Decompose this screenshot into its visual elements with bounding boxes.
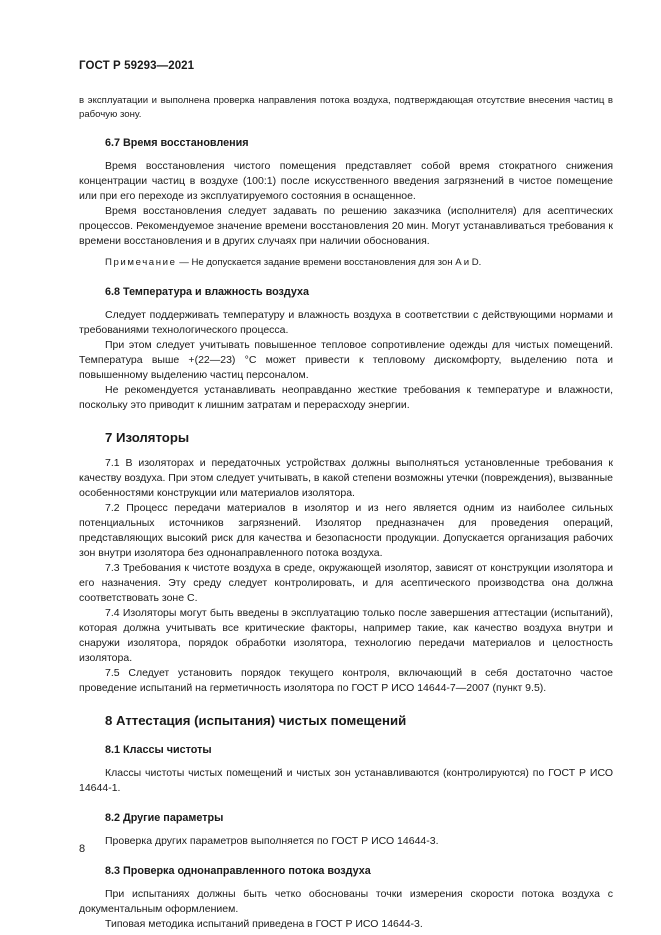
note-label: Примечание bbox=[105, 257, 177, 268]
section-6-7-paragraph: Время восстановления следует задавать по решению заказчика (исполнителя) для асептических процессов. Рекомендуемое значение времени восстановления 20 мин. Могут устанавливаться требования к времени восстановления и в других случаях при наличии обоснования. bbox=[79, 205, 613, 247]
section-6-8-heading: 6.8 Температура и влажность воздуха bbox=[105, 286, 310, 298]
document-id-header: ГОСТ Р 59293—2021 bbox=[79, 60, 195, 72]
document-body bbox=[79, 94, 613, 932]
section-7-paragraph: 7.4 Изоляторы могут быть введены в эксплуатацию только после завершения аттестации (испытаний), которая должна учитывать все критические факторы, например такие, как качество воздуха внутри и снаружи изолятора, порядок обработки изолятора, технологию передачи материалов и целостность изолятора. bbox=[79, 607, 613, 664]
section-6-8-paragraph: Следует поддерживать температуру и влажность воздуха в соответствии с действующими нормами и требованиями технологического процесса. bbox=[79, 309, 613, 336]
section-8-3-paragraph: Типовая методика испытаний приведена в ГОСТ Р ИСО 14644-3. bbox=[105, 918, 423, 930]
note-text: — Не допускается задание времени восстановления для зон A и D. bbox=[176, 257, 482, 268]
page-number: 8 bbox=[79, 843, 86, 855]
section-6-7-note bbox=[79, 255, 613, 270]
section-6-7-heading: 6.7 Время восстановления bbox=[105, 137, 249, 149]
intro-paragraph: в эксплуатации и выполнена проверка направления потока воздуха, подтверждающая отсутствие внесения частиц в рабочую зону. bbox=[79, 95, 613, 120]
section-6-8-paragraph: Не рекомендуется устанавливать неоправданно жесткие требования к температуре и влажности, поскольку это приводит к лишним затратам и перерасходу энергии. bbox=[79, 384, 613, 411]
section-7-paragraph: 7.2 Процесс передачи материалов в изолятор и из него является одним из наиболее сильных потенциальных источников загрязнений. Изолятор предназначен для проведения операций, представляющих высокий риск для качества и безопасности продукции. Допускается организация рабочих зон внутри изолятора без однонаправленного потока воздуха. bbox=[79, 502, 613, 559]
section-7-paragraph: 7.1 В изоляторах и передаточных устройствах должны выполняться установленные требования к качеству воздуха. При этом следует учитывать, в какой степени возможны утечки (повреждения), вызванные особенностями конструкции или материалов изолятора. bbox=[79, 457, 613, 499]
section-7-paragraph: 7.5 Следует установить порядок текущего контроля, включающий в себя достаточно частое проведение испытаний на герметичность изолятора по ГОСТ Р ИСО 14644-7—2007 (пункт 9.5). bbox=[79, 667, 613, 694]
section-8-3-paragraph: При испытаниях должны быть четко обоснованы точки измерения скорости потока воздуха с документальным оформлением. bbox=[79, 888, 613, 915]
section-8-3-heading: 8.3 Проверка однонаправленного потока воздуха bbox=[105, 865, 371, 877]
section-7-paragraph: 7.3 Требования к чистоте воздуха в среде, окружающей изолятор, зависят от конструкции изолятора и его назначения. Эту среду следует контролировать, и для асептического производства она должна соответствовать зоне С. bbox=[79, 562, 613, 604]
section-8-heading: 8 Аттестация (испытания) чистых помещений bbox=[105, 713, 407, 728]
section-6-7-paragraph: Время восстановления чистого помещения представляет собой время стократного снижения концентрации частиц в воздухе (100:1) после искусственного введения загрязнений в чистое помещение или при его переходе из эксплуатируемого состояния в оснащенное. bbox=[79, 160, 613, 202]
section-8-1-paragraph: Классы чистоты чистых помещений и чистых зон устанавливаются (контролируются) по ГОСТ Р ИСО 14644-1. bbox=[79, 767, 613, 794]
section-8-1-heading: 8.1 Классы чистоты bbox=[105, 744, 212, 756]
section-6-8-paragraph: При этом следует учитывать повышенное тепловое сопротивление одежды для чистых помещений. Температура выше +(22—23) °С может привести к тепловому дискомфорту, выделению пота и повышенному выделению частиц персоналом. bbox=[79, 339, 613, 381]
section-8-2-heading: 8.2 Другие параметры bbox=[105, 812, 224, 824]
section-8-2-paragraph: Проверка других параметров выполняется по ГОСТ Р ИСО 14644-3. bbox=[105, 835, 439, 847]
section-7-heading: 7 Изоляторы bbox=[105, 430, 190, 445]
